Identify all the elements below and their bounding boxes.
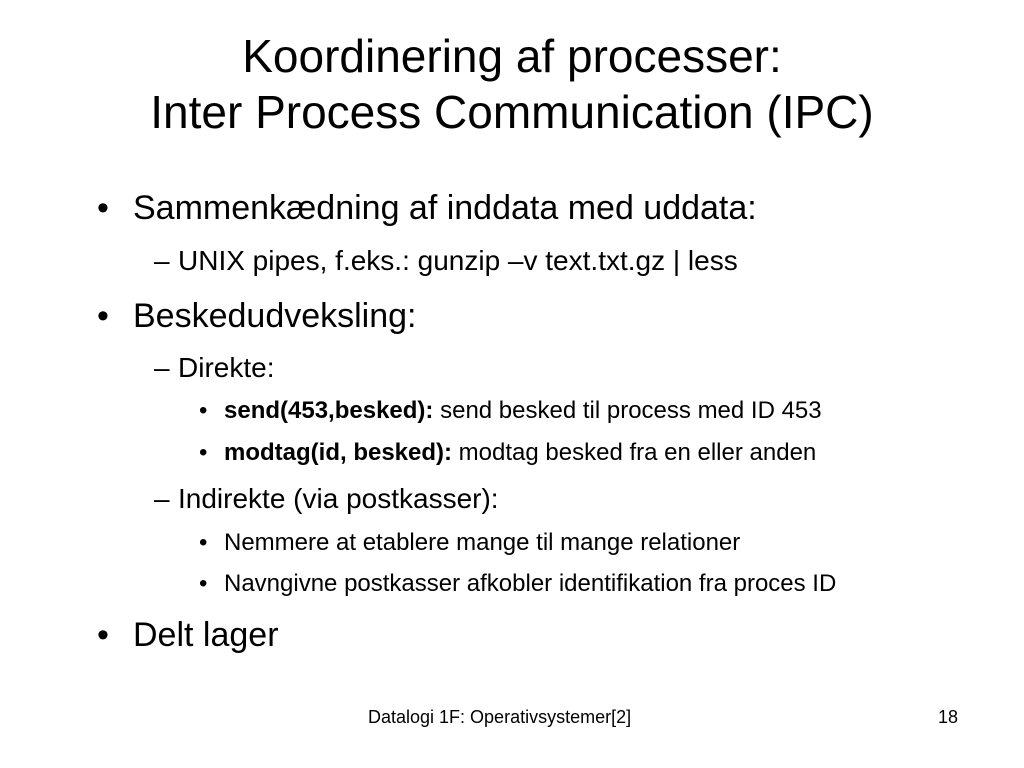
bullet-item xyxy=(97,189,757,228)
page-number: 18 xyxy=(938,707,959,727)
title-line-1: Koordinering af processer: xyxy=(242,30,782,82)
sub-bullet-item xyxy=(154,352,274,384)
dash-marker: – xyxy=(154,352,170,383)
function-signature: modtag(id, besked): xyxy=(224,439,453,466)
sub-sub-bullet-item xyxy=(199,570,836,598)
function-signature: send(453,besked): xyxy=(224,397,434,424)
function-description: send besked til process med ID 453 xyxy=(433,397,822,424)
sub-sub-bullet-item xyxy=(199,439,816,467)
bullet-item xyxy=(97,297,417,336)
bullet-marker: • xyxy=(97,189,109,227)
bullet-marker: • xyxy=(97,297,109,335)
sub-sub-bullet-text: Navngivne postkasser afkobler identifikation fra proces ID xyxy=(224,570,837,597)
dash-marker: – xyxy=(154,483,170,514)
dash-marker: – xyxy=(154,245,170,276)
sub-sub-bullet-item xyxy=(199,529,740,557)
bullet-item xyxy=(97,616,279,655)
bullet-marker: • xyxy=(199,529,208,556)
sub-sub-bullet-item xyxy=(199,397,822,425)
bullet-text: Beskedudveksling: xyxy=(133,297,417,335)
bullet-text: Delt lager xyxy=(133,616,279,654)
footer-course-title: Datalogi 1F: Operativsystemer[2] xyxy=(368,707,632,727)
sub-sub-bullet-text: Nemmere at etablere mange til mange relationer xyxy=(224,529,741,556)
function-description: modtag besked fra en eller anden xyxy=(452,439,817,466)
sub-bullet-text: UNIX pipes, f.eks.: gunzip –v text.txt.gz | less xyxy=(178,245,738,276)
sub-bullet-text: Direkte: xyxy=(178,352,275,383)
sub-bullet-item xyxy=(154,245,738,277)
bullet-marker: • xyxy=(199,397,208,424)
bullet-marker: • xyxy=(97,616,109,654)
sub-bullet-text: Indirekte (via postkasser): xyxy=(178,483,499,514)
bullet-marker: • xyxy=(199,439,208,466)
title-line-2: Inter Process Communication (IPC) xyxy=(150,86,874,138)
bullet-text: Sammenkædning af inddata med uddata: xyxy=(133,189,757,227)
bullet-marker: • xyxy=(199,570,208,597)
sub-bullet-item xyxy=(154,483,499,515)
